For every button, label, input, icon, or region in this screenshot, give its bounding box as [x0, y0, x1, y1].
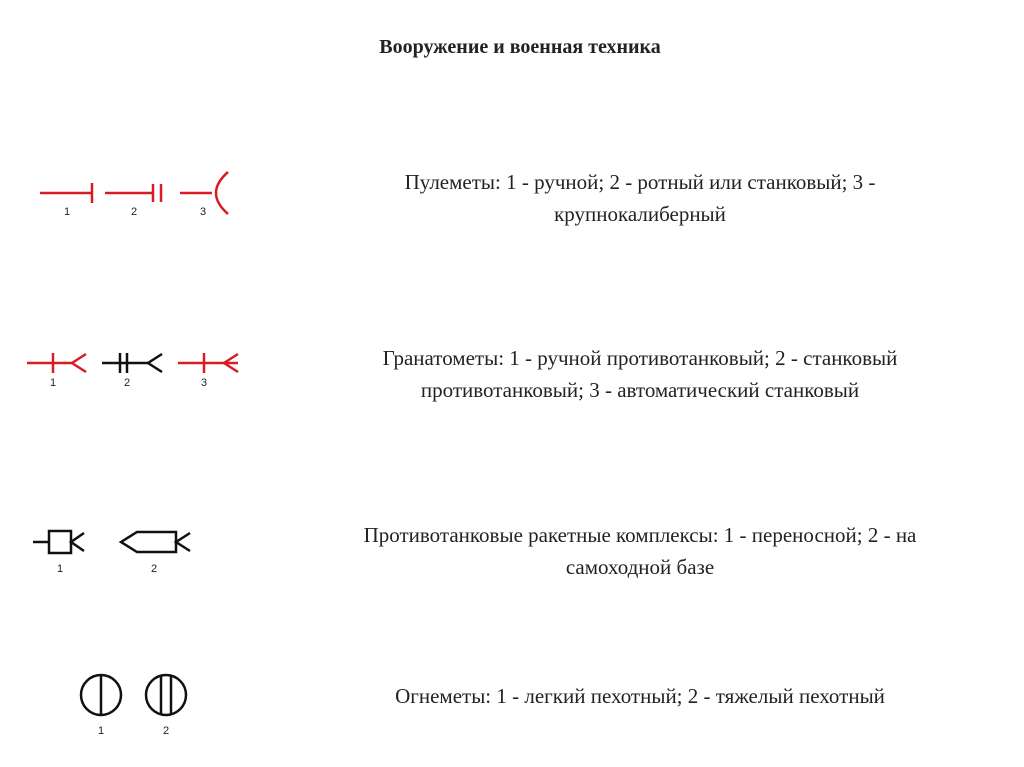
mounted-antitank-grenade-launcher-icon [102, 353, 162, 373]
grenade-launchers-description [310, 342, 970, 406]
hand-antitank-grenade-launcher-icon [27, 353, 86, 373]
symbols-panel [0, 0, 300, 767]
automatic-grenade-launcher-icon [178, 353, 238, 373]
grenade-launcher-label-3: 3 [200, 377, 208, 389]
page-title: Вооружение и военная техника [379, 36, 661, 58]
flamethrower-label-1: 1 [97, 725, 105, 737]
company-machine-gun-icon [105, 184, 161, 202]
grenade-launchers-line-2: противотанковый; 3 - автоматический станковый [420, 378, 860, 402]
machine-gun-label-1: 1 [63, 206, 71, 218]
atgm-label-2: 2 [150, 563, 158, 575]
atgm-description [290, 519, 990, 583]
flamethrowers-line-1: Огнеметы: 1 - легкий пехотный; 2 - тяжелый пехотный [395, 684, 885, 708]
grenade-launcher-label-1: 1 [49, 377, 57, 389]
flamethrowers-description [330, 680, 950, 712]
light-flamethrower-icon [81, 675, 121, 715]
machine-guns-description [330, 166, 950, 230]
machine-guns-line-2: крупнокалиберный [554, 202, 726, 226]
flamethrower-label-2: 2 [162, 725, 170, 737]
grenade-launcher-label-2: 2 [123, 377, 131, 389]
atgm-label-1: 1 [56, 563, 64, 575]
machine-guns-line-1: Пулеметы: 1 - ручной; 2 - ротный или станковый; 3 - [404, 170, 876, 194]
machine-gun-label-2: 2 [130, 206, 138, 218]
machine-gun-label-3: 3 [199, 206, 207, 218]
grenade-launchers-line-1: Гранатометы: 1 - ручной противотанковый; 2 - станковый [382, 346, 898, 370]
atgm-line-2: самоходной базе [565, 555, 715, 579]
portable-atgm-icon [33, 531, 84, 553]
self-propelled-atgm-icon [121, 532, 190, 552]
atgm-line-1: Противотанковые ракетные комплексы: 1 - переносной; 2 - на [363, 523, 917, 547]
heavy-flamethrower-icon [146, 675, 186, 715]
hand-machine-gun-icon [40, 183, 92, 203]
